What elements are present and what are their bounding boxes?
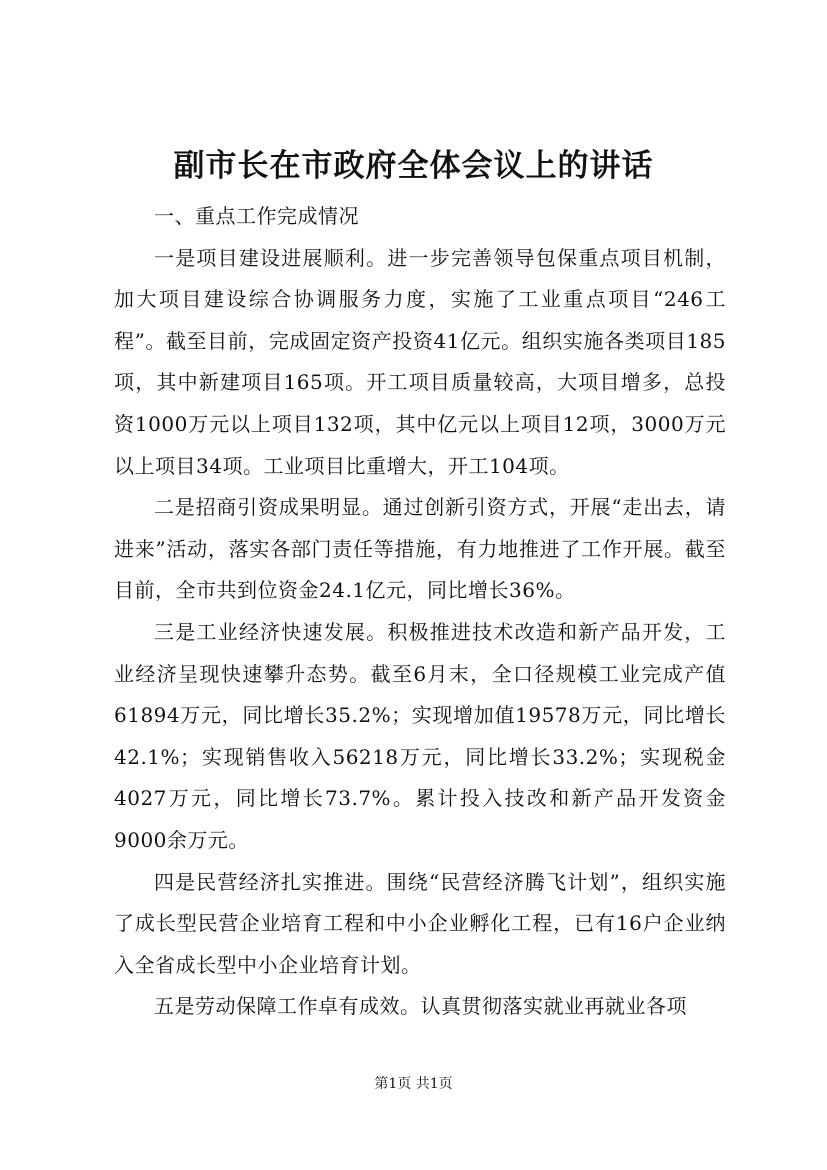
document-title: 副市长在市政府全体会议上的讲话 — [173, 148, 654, 184]
section-heading: 一、重点工作完成情况 — [154, 204, 359, 228]
page-footer: 第1页 共1页 — [374, 1076, 453, 1092]
paragraph-industrial-economy: 三是工业经济快速发展。积极推进技术改造和新产品开发，工业经济呈现快速攀升态势。截至6月末，全口径规模工业完成产值61894万元，同比增长35.2%；实现增加值19578万元，同比增长42.1%；实现销售收入56218万元，同比增长33.2%；实现税金4027万元，同比增长73.7%。累计投入技改和新产品开发资金9000余万元。 — [114, 619, 726, 852]
paragraph-labor-security: 五是劳动保障工作卓有成效。认真贯彻落实就业再就业各项 — [154, 994, 687, 1019]
document-body — [114, 196, 726, 1028]
paragraph-investment-attraction: 二是招商引资成果明显。通过创新引资方式，开展“走出去，请进来”活动，落实各部门责任等措施，有力地推进了工作开展。截至目前，全市共到位资金24.1亿元，同比增长36%。 — [114, 495, 726, 603]
paragraph-private-economy: 四是民营经济扎实推进。围绕“民营经济腾飞计划”，组织实施了成长型民营企业培育工程和中小企业孵化工程，已有16户企业纳入全省成长型中小企业培育计划。 — [114, 869, 726, 977]
paragraph-project-construction: 一是项目建设进展顺利。进一步完善领导包保重点项目机制，加大项目建设综合协调服务力度，实施了工业重点项目“246工程”。截至目前，完成固定资产投资41亿元。组织实施各类项目185项，其中新建项目165项。开工项目质量较高，大项目增多，总投资1000万元以上项目132项，其中亿元以上项目12项，3000万元以上项目34项。工业项目比重增大，开工104项。 — [114, 245, 726, 478]
